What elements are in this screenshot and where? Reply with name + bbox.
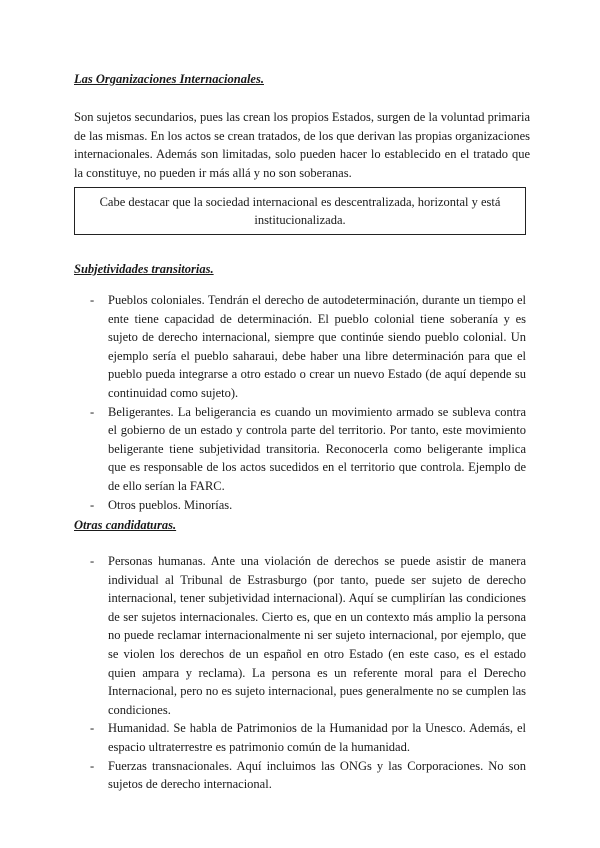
paragraph-organizaciones: Son sujetos secundarios, pues las crean los propios Estados, surgen de la voluntad primaria de las mismas. En los actos se crean tratados, de los que derivan las propias organizaciones internacionales. Además son limitadas, solo pueden hacer lo establecido en el tratado que la constituye, no pueden ir más allá y no son soberanas. (74, 110, 530, 180)
list-item-text: Humanidad. Se habla de Patrimonios de la Humanidad por la Unesco. Además, el espacio ultraterrestre es patrimonio común de la humanidad. (108, 721, 526, 754)
list-item-text: Beligerantes. La beligerancia es cuando un movimiento armado se subleva contra el gobierno de un estado y controla parte del territorio. Por tanto, este movimiento beligerante tiene subjetividad transitoria. Reconocerla como beligerante implica que es responsable de los actos sucedidos en el territorio que controla. Ejemplo de de ello serían la FARC. (108, 404, 526, 493)
heading-subjetividades: Subjetividades transitorias. (74, 262, 214, 276)
list-item (90, 496, 526, 515)
bullet-dash: - (90, 721, 95, 736)
bullet-dash: - (90, 554, 95, 568)
bullet-dash: - (90, 293, 95, 307)
list-item (90, 719, 526, 756)
list-item-text: Personas humanas. Ante una violación de derechos se puede asistir de manera individual al Tribunal de Estrasburgo (por tanto, puede ser sujeto de derecho internacional, tener subjetividad internacional). Aquí se cumplirían las condiciones de ser sujetos internacionales. Cierto es, que en un contexto más amplio la persona no puede reclamar internacionalmente ni ser sujeto internacional, por ejemplo, que se violen los derechos de un español en otro Estado (en este caso, es el estado quien ampara y reclama). La persona es un referente moral para el Derecho Internacional, pero no es sujeto internacional, pues generalmente no se cumplen las condiciones. (108, 554, 526, 717)
list-candidaturas (90, 552, 526, 794)
list-item (90, 757, 526, 794)
callout-box (74, 187, 526, 235)
list-item (90, 552, 526, 719)
list-item-text: Pueblos coloniales. Tendrán el derecho de autodeterminación, durante un tiempo el ente tiene capacidad de determinación. El pueblo colonial tiene soberanía y es sujeto de derecho internacional, siempre que continúe siendo pueblo colonial. Un ejemplo sería el pueblo saharaui, debe haber una libre determinación para que el pueblo pueda integrarse a otro estado o crear un nuevo Estado (de aquí depende su continuidad como sujeto). (108, 293, 526, 400)
bullet-dash: - (90, 497, 95, 512)
list-item-text: Otros pueblos. Minorías. (108, 497, 233, 512)
list-item-text: Fuerzas transnacionales. Aquí incluimos las ONGs y las Corporaciones. No son sujetos de derecho internacional. (108, 758, 526, 792)
heading-candidaturas: Otras candidaturas. (74, 518, 177, 532)
bullet-dash: - (90, 404, 95, 419)
callout-text: Cabe destacar que la sociedad internacional es descentralizada, horizontal y está institucionalizada. (99, 194, 501, 227)
list-subjetividades (90, 291, 526, 514)
list-item (90, 403, 526, 496)
heading-organizaciones: Las Organizaciones Internacionales. (74, 72, 264, 86)
list-item (90, 291, 526, 403)
bullet-dash: - (90, 758, 95, 773)
